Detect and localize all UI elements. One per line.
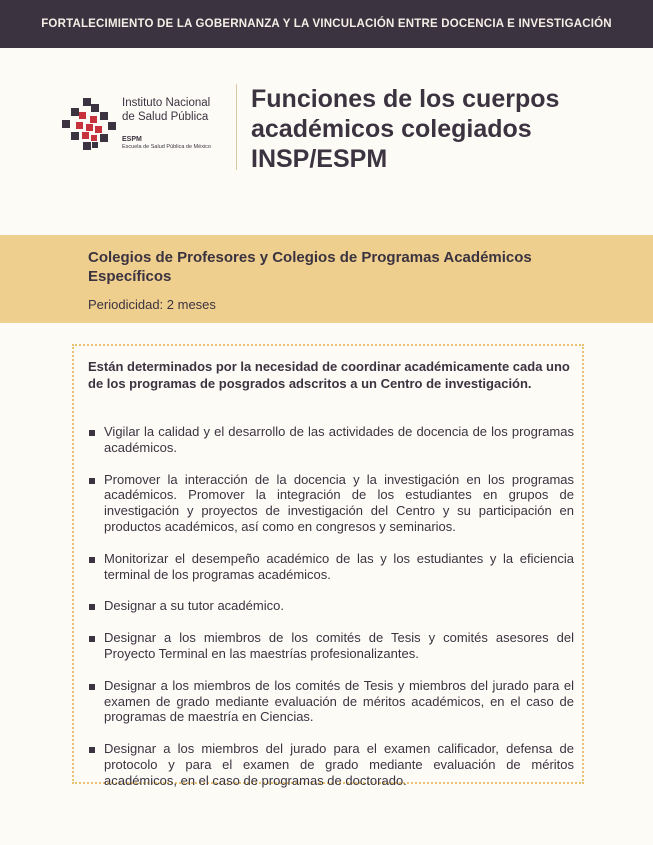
header-banner-text: FORTALECIMIENTO DE LA GOBERNANZA Y LA VINCULACIÓN ENTRE DOCENCIA E INVESTIGACIÓN bbox=[41, 18, 612, 30]
bullet-icon bbox=[89, 604, 95, 610]
list-item-text: Promover la interacción de la docencia y la investigación en los programas académicos. Promover la integración de los estudiantes en grupos de investigación y proyectos de investigación del Centro y su participación en productos académicos, así como en congresos y seminarios. bbox=[104, 471, 574, 534]
bullet-icon bbox=[89, 747, 95, 753]
list-item bbox=[88, 598, 574, 614]
logo-name bbox=[122, 96, 210, 124]
logo-espm: ESPM bbox=[122, 136, 142, 143]
section-title: Colegios de Profesores y Colegios de Programas Académicos Específicos bbox=[88, 249, 532, 285]
page-title-line-1: Funciones de los cuerpos bbox=[251, 85, 560, 113]
bullet-icon bbox=[89, 636, 95, 642]
list-item bbox=[88, 472, 574, 535]
header-divider bbox=[236, 84, 237, 170]
list-item bbox=[88, 630, 574, 662]
list-item-text: Designar a su tutor académico. bbox=[104, 598, 284, 614]
list-item-text: Vigilar la calidad y el desarrollo de las actividades de docencia de los programas académicos. bbox=[104, 424, 574, 455]
function-list bbox=[88, 424, 574, 805]
list-item bbox=[88, 551, 574, 583]
insp-logo-icon bbox=[62, 98, 116, 152]
page-title-line-2: académicos colegiados bbox=[251, 115, 532, 143]
section-periodicity: Periodicidad: 2 meses bbox=[88, 297, 216, 312]
logo-line-2: de Salud Pública bbox=[122, 111, 209, 123]
list-item-text: Designar a los miembros de los comités de Tesis y comités asesores del Proyecto Terminal en las maestrías profesionalizantes. bbox=[104, 630, 574, 661]
list-item-text: Monitorizar el desempeño académico de las y los estudiantes y la eficiencia terminal de los programas académicos. bbox=[104, 550, 574, 582]
logo-line-1: Instituto Nacional bbox=[122, 97, 211, 109]
list-item bbox=[88, 678, 574, 725]
content-intro: Están determinados por la necesidad de coordinar académicamente cada uno de los programas de posgrados adscritos a un Centro de investigación. bbox=[88, 359, 570, 391]
header-banner bbox=[0, 0, 653, 48]
list-item-text: Designar a los miembros del jurado para el examen calificador, defensa de protocolo y para el examen de grado mediante evaluación de méritos académicos, en el caso de programas de doctorado. bbox=[104, 741, 574, 788]
list-item-text: Designar a los miembros de los comités de Tesis y miembros del jurado para el examen de grado mediante evaluación de méritos académicos, en el caso de programas de maestría en Ciencias. bbox=[104, 677, 574, 725]
logo-espm-subtitle: Escuela de Salud Pública de México bbox=[122, 144, 211, 150]
list-item bbox=[88, 741, 574, 788]
page-title bbox=[251, 84, 631, 174]
bullet-icon bbox=[89, 478, 95, 484]
bullet-icon bbox=[89, 557, 95, 563]
bullet-icon bbox=[89, 684, 95, 690]
bullet-icon bbox=[89, 430, 95, 436]
list-item bbox=[88, 424, 574, 456]
insp-logo bbox=[62, 96, 232, 156]
page-title-line-3: INSP/ESPM bbox=[251, 145, 388, 173]
